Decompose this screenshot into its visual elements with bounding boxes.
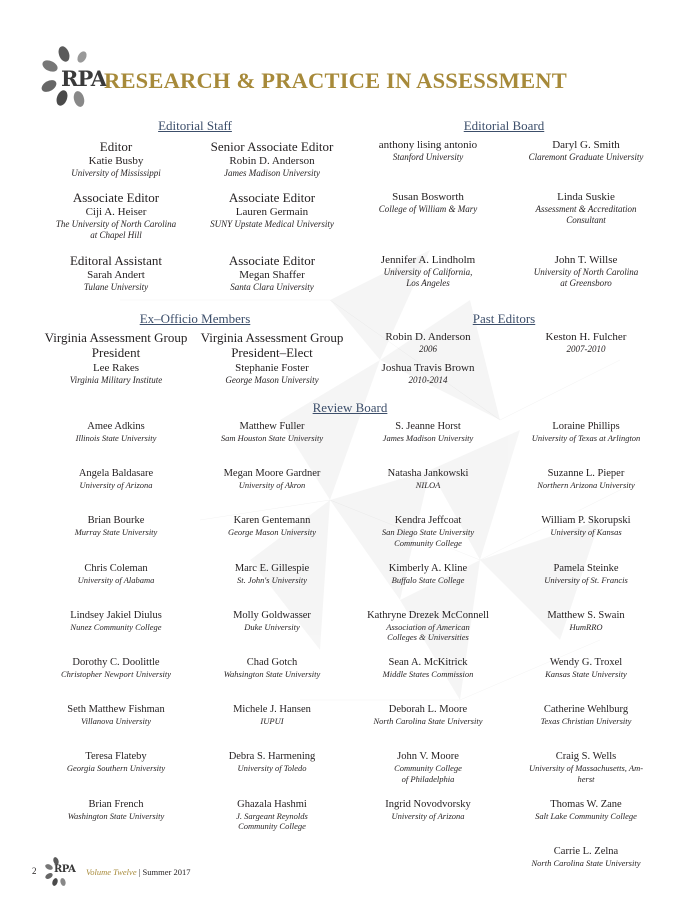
board-name: Linda Suskie — [557, 191, 615, 203]
review-board-name: Lindsey Jakiel Diulus — [70, 609, 162, 621]
review-board-affiliation: University of Alabama — [77, 574, 155, 585]
board-affiliation: Los Angeles — [406, 278, 450, 288]
board-name: John T. Willse — [554, 254, 618, 266]
review-board-entry — [36, 420, 196, 444]
review-board-affiliation: University of Kansas — [550, 527, 622, 538]
review-board-name: Dorothy C. Doolittle — [72, 657, 160, 668]
board-name: Susan Bosworth — [392, 191, 464, 203]
past-editor-name: Joshua Travis Brown — [381, 362, 475, 374]
review-board-entry — [36, 656, 196, 680]
ex-officio-role: Virginia Assessment Group — [200, 330, 344, 345]
section-editorial-staff: Editorial Staff — [158, 118, 232, 133]
review-board-name: Marc E. Gillespie — [234, 562, 310, 574]
review-board-name: Ghazala Hashmi — [237, 798, 307, 810]
staff-name: Katie Busby — [88, 155, 144, 167]
past-editor-entry — [506, 330, 666, 355]
review-board-entry — [192, 750, 352, 774]
review-board-affiliation: San Diego State University — [381, 527, 475, 538]
staff-role: Senior Associate Editor — [210, 139, 334, 154]
review-board-entry — [506, 845, 666, 869]
review-board-name: Chris Coleman — [84, 562, 148, 574]
review-board-name: Carrie L. Zelna — [553, 845, 619, 857]
review-board-entry — [192, 467, 352, 491]
review-board-name: Teresa Flateby — [85, 751, 147, 763]
review-board-name: Wendy G. Troxel — [549, 657, 623, 668]
review-board-affiliation: University of Arizona — [79, 480, 153, 491]
review-board-entry — [192, 703, 352, 727]
review-board-name: Matthew Fuller — [239, 421, 305, 432]
review-board-affiliation: of Philadelphia — [401, 773, 455, 784]
staff-entry — [192, 190, 352, 230]
review-board-entry — [192, 798, 352, 832]
review-board-name: Brian Bourke — [87, 515, 145, 527]
review-board-entry — [36, 467, 196, 491]
page-number: 2 — [32, 866, 37, 876]
review-board-entry — [348, 420, 508, 444]
review-board-entry — [36, 798, 196, 822]
review-board-affiliation: Duke University — [244, 621, 300, 632]
footer-volume — [86, 867, 190, 877]
review-board-affiliation: herst — [577, 773, 595, 784]
review-board-affiliation: University of Massachusetts, Am- — [528, 763, 644, 774]
past-editor-entry — [348, 361, 508, 386]
review-board-name: Megan Moore Gardner — [223, 468, 321, 480]
staff-entry — [192, 139, 352, 179]
journal-header — [40, 44, 660, 114]
review-board-affiliation: Murray State University — [74, 527, 158, 538]
staff-role: Editoral Assistant — [69, 253, 163, 268]
review-board-affiliation: Wahsington State University — [223, 669, 321, 679]
review-board-name: Angela Baldasare — [78, 468, 154, 480]
review-board-affiliation: Northern Arizona University — [537, 480, 635, 491]
review-board-name: Natasha Jankowski — [387, 468, 469, 480]
staff-entry — [36, 190, 196, 241]
review-board-name: John V. Moore — [397, 751, 459, 763]
review-board-affiliation: Community College — [394, 537, 462, 548]
review-board-affiliation: North Carolina State University — [373, 716, 483, 727]
page-footer — [32, 856, 332, 886]
review-board-entry — [192, 514, 352, 538]
review-board-affiliation: St. John's University — [236, 574, 308, 585]
review-board-affiliation: Salt Lake Community College — [535, 810, 637, 821]
staff-name: Robin D. Anderson — [229, 155, 315, 167]
review-board-entry — [348, 798, 508, 822]
review-board-name: Pamela Steinke — [553, 562, 619, 574]
board-affiliation: Claremont Graduate University — [528, 152, 644, 162]
review-board-name: Loraine Phillips — [552, 421, 620, 432]
staff-role: Associate Editor — [72, 190, 160, 205]
review-board-affiliation: Community College — [394, 763, 462, 774]
review-board-entry — [506, 750, 666, 784]
review-board-affiliation: University of St. Francis — [544, 574, 628, 585]
board-name: anthony lising antonio — [378, 139, 478, 151]
review-board-entry — [348, 656, 508, 680]
review-board-entry — [192, 656, 352, 680]
logo-text: RPA — [61, 66, 107, 91]
board-entry — [348, 253, 508, 289]
past-editor-name: Keston H. Fulcher — [545, 331, 627, 343]
review-board-name: Matthew S. Swain — [547, 609, 625, 621]
review-board-affiliation: Christopher Newport University — [60, 669, 172, 679]
past-editor-years: 2006 — [419, 344, 437, 354]
staff-affiliation: Santa Clara University — [230, 282, 314, 292]
review-board-entry — [348, 703, 508, 727]
review-board-entry — [506, 562, 666, 586]
review-board-affiliation: NILOA — [415, 480, 441, 491]
review-board-affiliation: Community College — [238, 821, 306, 832]
section-editorial-board: Editorial Board — [463, 118, 545, 133]
past-editor-years: 2010-2014 — [408, 375, 448, 385]
review-board-affiliation: HumRRO — [569, 621, 603, 632]
review-board-entry — [506, 609, 666, 633]
review-board-affiliation: Colleges & Universities — [387, 632, 469, 643]
review-board-entry — [36, 514, 196, 538]
board-affiliation: Consultant — [566, 215, 606, 225]
review-board-name: S. Jeanne Horst — [395, 421, 461, 432]
review-board-name: Brian French — [88, 798, 144, 810]
review-board-affiliation: Georgia Southern University — [66, 763, 166, 774]
staff-affiliation: SUNY Upstate Medical University — [210, 219, 334, 229]
review-board-affiliation: IUPUI — [260, 716, 284, 727]
review-board-entry — [348, 514, 508, 548]
review-board-entry — [506, 514, 666, 538]
board-entry — [506, 190, 666, 226]
review-board-name: Molly Goldwasser — [233, 609, 311, 621]
journal-title: RESEARCH & PRACTICE IN ASSESSMENT — [104, 68, 567, 93]
review-board-name: Karen Gentemann — [233, 515, 311, 527]
review-board-name: Craig S. Wells — [555, 751, 617, 763]
review-board-entry — [36, 750, 196, 774]
review-board-affiliation: University of Texas at Arlington — [531, 433, 641, 443]
staff-entry — [36, 253, 196, 293]
review-board-entry — [506, 467, 666, 491]
ex-officio-role: President — [91, 345, 141, 360]
review-board-name: Michele J. Hansen — [233, 704, 311, 716]
review-board-affiliation: University of Akron — [238, 480, 306, 491]
staff-role: Associate Editor — [228, 190, 316, 205]
review-board-name: Suzanne L. Pieper — [547, 468, 625, 480]
footer-issue: Summer 2017 — [142, 867, 191, 877]
review-board-affiliation: Texas Christian University — [540, 716, 632, 727]
board-name: Daryl G. Smith — [552, 139, 620, 151]
staff-name: Megan Shaffer — [239, 269, 305, 281]
staff-entry — [36, 139, 196, 179]
review-board-name: Seth Matthew Fishman — [67, 704, 165, 716]
review-board-affiliation: Sam Houston State University — [220, 433, 324, 443]
board-affiliation: University of California, — [383, 267, 473, 277]
board-affiliation: Stanford University — [392, 152, 464, 162]
review-board-affiliation: University of Arizona — [391, 810, 465, 821]
ex-officio-name: Lee Rakes — [92, 362, 140, 374]
review-board-affiliation: J. Sargeant Reynolds — [236, 810, 308, 821]
board-affiliation: at Greensboro — [560, 278, 612, 288]
board-affiliation: University of North Carolina — [533, 267, 639, 277]
review-board-entry — [36, 703, 196, 727]
board-affiliation: College of William & Mary — [378, 204, 478, 214]
staff-affiliation: University of Mississippi — [71, 168, 161, 178]
review-board-name: Kimberly A. Kline — [388, 562, 468, 574]
review-board-entry — [192, 420, 352, 444]
review-board-entry — [348, 609, 508, 643]
board-name: Jennifer A. Lindholm — [380, 254, 476, 266]
review-board-entry — [506, 420, 666, 444]
board-entry — [348, 190, 508, 215]
ex-officio-affiliation: Virginia Military Institute — [69, 375, 163, 385]
review-board-entry — [36, 609, 196, 633]
ex-officio-name: Stephanie Foster — [235, 362, 309, 374]
review-board-entry — [192, 562, 352, 586]
review-board-affiliation: Buffalo State College — [391, 574, 465, 585]
review-board-entry — [348, 467, 508, 491]
review-board-name: Kathryne Drezek McConnell — [367, 609, 489, 621]
review-board-entry — [506, 656, 666, 680]
review-board-name: William P. Skorupski — [541, 515, 631, 527]
staff-affiliation: Tulane University — [83, 282, 149, 292]
review-board-name: Deborah L. Moore — [388, 704, 468, 716]
staff-role: Editor — [99, 139, 133, 154]
past-editor-name: Robin D. Anderson — [385, 331, 471, 343]
review-board-entry — [506, 798, 666, 822]
staff-entry — [192, 253, 352, 293]
staff-affiliation: James Madison University — [224, 168, 320, 178]
review-board-name: Sean A. McKitrick — [388, 657, 468, 668]
review-board-affiliation: Middle States Commission — [382, 669, 474, 679]
footer-logo-text: RPA — [54, 864, 76, 875]
review-board-affiliation: Nunez Community College — [70, 621, 162, 632]
review-board-affiliation: Villanova University — [81, 716, 151, 727]
staff-affiliation: The University of North Carolina — [55, 219, 177, 229]
review-board-affiliation: University of Toledo — [237, 763, 307, 774]
staff-name: Ciji A. Heiser — [85, 206, 147, 218]
staff-name: Lauren Germain — [235, 206, 309, 218]
ex-officio-entry — [192, 330, 352, 386]
review-board-affiliation: North Carolina State University — [531, 857, 641, 868]
review-board-affiliation: Washington State University — [67, 810, 165, 821]
review-board-affiliation: George Mason University — [228, 527, 316, 538]
review-board-name: Chad Gotch — [246, 657, 298, 668]
review-board-entry — [348, 750, 508, 784]
board-entry — [348, 138, 508, 163]
review-board-name: Catherine Wehlburg — [543, 704, 629, 716]
review-board-name: Amee Adkins — [87, 421, 145, 432]
review-board-affiliation: Association of American — [386, 621, 470, 632]
staff-affiliation: at Chapel Hill — [90, 230, 142, 240]
review-board-name: Ingrid Novodvorsky — [385, 798, 471, 810]
review-board-entry — [192, 609, 352, 633]
review-board-name: Thomas W. Zane — [550, 798, 622, 810]
review-board-affiliation: Illinois State University — [75, 433, 157, 443]
board-entry — [506, 138, 666, 163]
review-board-entry — [36, 562, 196, 586]
review-board-entry — [348, 562, 508, 586]
ex-officio-entry — [36, 330, 196, 386]
past-editor-years: 2007-2010 — [566, 344, 606, 354]
section-review-board: Review Board — [312, 400, 388, 415]
review-board-entry — [506, 703, 666, 727]
footer-volume-label: Volume Twelve — [86, 867, 137, 877]
staff-role: Associate Editor — [228, 253, 316, 268]
section-past-editors: Past Editors — [472, 311, 536, 326]
staff-name: Sarah Andert — [87, 269, 145, 281]
ex-officio-role: President–Elect — [231, 345, 313, 360]
footer-separator: | — [136, 867, 143, 877]
board-entry — [506, 253, 666, 289]
ex-officio-role: Virginia Assessment Group — [44, 330, 188, 345]
section-ex-officio: Ex–Officio Members — [139, 311, 251, 326]
review-board-affiliation: James Madison University — [382, 433, 474, 443]
review-board-name: Debra S. Harmening — [228, 751, 316, 763]
past-editor-entry — [348, 330, 508, 355]
review-board-name: Kendra Jeffcoat — [394, 515, 462, 527]
board-affiliation: Assessment & Accreditation — [535, 204, 637, 214]
ex-officio-affiliation: George Mason University — [225, 375, 319, 385]
review-board-affiliation: Kansas State University — [545, 669, 627, 679]
